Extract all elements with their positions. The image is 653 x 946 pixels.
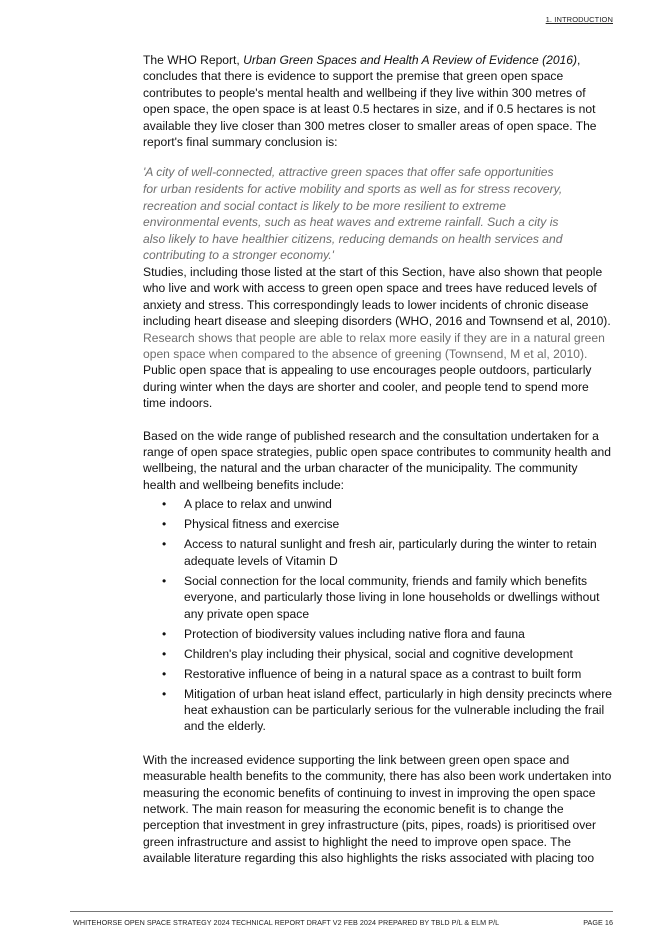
bullet-icon: • xyxy=(162,573,167,588)
list-item-text: A place to relax and unwind xyxy=(184,497,332,512)
bullet-icon: • xyxy=(162,686,167,701)
bullet-icon: • xyxy=(162,517,167,532)
paragraph-text: Public open space that is appealing to use encourages people outdoors, particularly during winter when the days are shorter and cooler, and people tend to spend more time indoors. xyxy=(143,363,592,411)
bullet-icon: • xyxy=(162,626,167,641)
bullet-icon: • xyxy=(162,666,167,681)
paragraph-benefits-intro: Based on the wide range of published research and the consultation undertaken for a range of open space strategies, public open space contributes to community health and wellbeing, the natural and the urban character of the municipality. The community health and wellbeing benefits include: xyxy=(143,428,611,492)
list-item xyxy=(143,686,613,735)
list-item-text: Social connection for the local community, friends and family which benefits everyone, and particularly those living in lone households or dwellings without any private open space xyxy=(184,573,600,621)
footer-document-info: WHITEHORSE OPEN SPACE STRATEGY 2024 TECHNICAL REPORT DRAFT V2 FEB 2024 PREPARED BY TBLD P/L & ELM P/L xyxy=(73,918,500,927)
bullet-icon: • xyxy=(162,497,167,512)
list-item-text: Physical fitness and exercise xyxy=(184,517,340,532)
list-item xyxy=(143,573,613,622)
list-item-text: Access to natural sunlight and fresh air, particularly during the winter to retain adequate levels of Vitamin D xyxy=(184,537,597,568)
page-number: PAGE 16 xyxy=(583,918,613,927)
paragraph-who-report xyxy=(143,52,613,150)
footer-divider xyxy=(70,911,613,912)
list-item xyxy=(143,496,613,512)
paragraph-economic: With the increased evidence supporting the link between green open space and measurable health benefits to the community, there has also been work undertaken into measuring the economic benefits of continuing to invest in improving the open space network. The main reason for measuring the economic benefit is to change the perception that investment in grey infrastructure (pits, pipes, roads) is prioritised over green infrastructure and assist to highlight the need to improve open space. The available literature regarding this also highlights the risks associated with placing too xyxy=(143,752,612,866)
paragraph-text: , concludes that there is evidence to support the premise that green open space contributes to people's mental health and wellbeing if they live within 300 metres of open space, the open space is at least 0.5 hectares in size, and if 0.5 hectares is not available they live closer than 300 metres closer to smaller areas of open space. The report's final summary conclusion is: xyxy=(143,53,597,150)
report-title: Urban Green Spaces and Health A Review of Evidence (2016) xyxy=(243,53,578,67)
paragraph-studies xyxy=(143,264,613,412)
list-item-text: Restorative influence of being in a natural space as a contrast to built form xyxy=(184,666,582,681)
list-item xyxy=(143,646,613,662)
list-item xyxy=(143,536,613,569)
list-item-text: Protection of biodiversity values including native flora and fauna xyxy=(184,626,525,641)
section-header: 1. INTRODUCTION xyxy=(545,15,613,24)
benefits-list xyxy=(143,496,613,734)
list-item xyxy=(143,626,613,642)
list-item xyxy=(143,516,613,532)
bullet-icon: • xyxy=(162,537,167,552)
list-item-text: Children's play including their physical, social and cognitive development xyxy=(184,646,573,661)
list-item-text: Mitigation of urban heat island effect, particularly in high density precincts where heat exhaustion can be particularly serious for the vulnerable including the frail and the elderly. xyxy=(184,686,612,734)
paragraph-text: The WHO Report, xyxy=(143,53,244,67)
body-content xyxy=(143,52,613,867)
paragraph-text: Studies, including those listed at the start of this Section, have also shown that people who live and work with access to green open space and trees have reduced levels of anxiety and stress. This correspondingly leads to lower incidents of chronic disease including heart disease and sleeping disorders (WHO, 2016 and Townsend et al, 2010). xyxy=(143,265,611,329)
list-item xyxy=(143,666,613,682)
research-citation: Research shows that people are able to relax more easily if they are in a natural green open space when compared to the absence of greening (Townsend, M et al, 2010). xyxy=(143,330,605,362)
block-quote: 'A city of well-connected, attractive green spaces that offer safe opportunities for urban residents for active mobility and sports as well as for stress recovery, recreation and social contact is likely to be more resilient to extreme environmental events, such as heat waves and extreme rainfall. Such a city is also likely to have healthier citizens, reducing demands on health services and contributing to a stronger economy.' xyxy=(143,165,563,263)
bullet-icon: • xyxy=(162,646,167,661)
page-footer xyxy=(73,918,613,927)
